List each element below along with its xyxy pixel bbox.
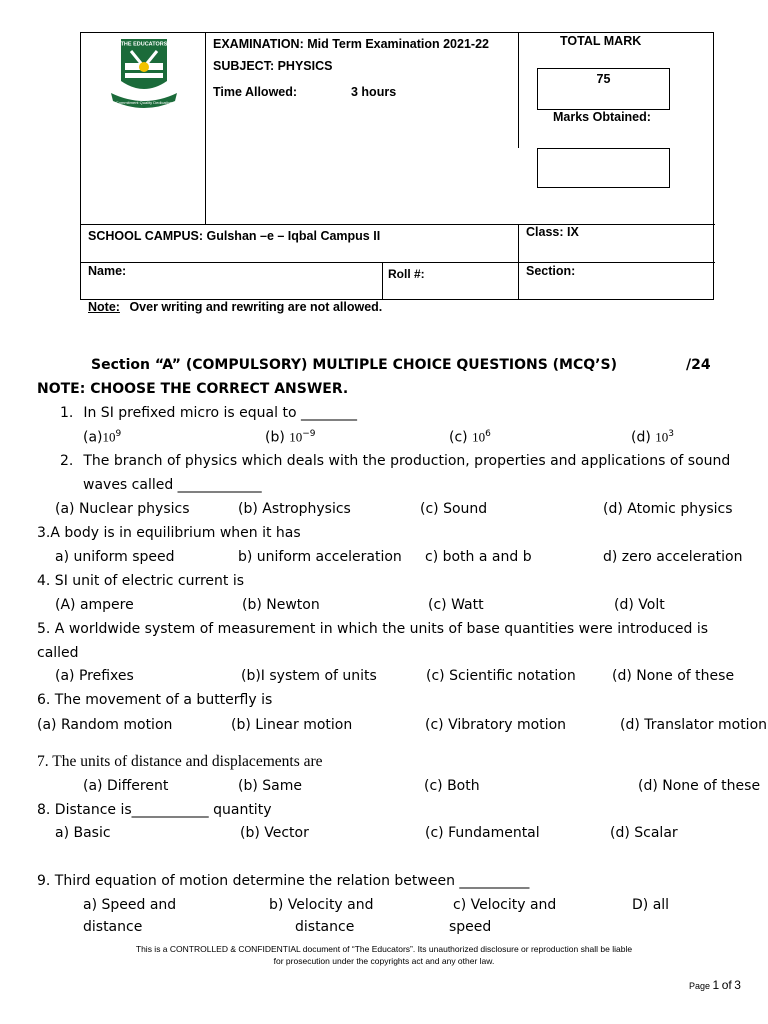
option-label: (b) <box>265 429 290 446</box>
q6-option-b[interactable]: (b) Linear motion <box>231 717 353 733</box>
q8-option-a[interactable]: a) Basic <box>55 825 111 841</box>
divider <box>81 262 715 263</box>
logo-text: THE EDUCATORS <box>120 41 168 48</box>
q6-option-c[interactable]: (c) Vibratory motion <box>425 717 567 733</box>
q8-option-d[interactable]: (d) Scalar <box>610 825 678 841</box>
question-1 <box>60 405 357 421</box>
q9-option-c[interactable] <box>449 897 557 935</box>
question-5: 5. A worldwide system of measurement in which the units of base quantities were introduced is <box>37 621 709 637</box>
question-5-continued: called <box>37 645 79 661</box>
option-line-1: c) Velocity and <box>453 897 557 913</box>
divider <box>382 262 383 300</box>
option-line-2: speed <box>449 919 492 935</box>
marks-obtained-label: Marks Obtained: <box>553 110 651 124</box>
divider <box>81 224 715 225</box>
q2-option-d[interactable]: (d) Atomic physics <box>603 501 733 517</box>
option-exponent: 3 <box>668 429 674 439</box>
q9-option-d[interactable]: D) all <box>632 897 670 913</box>
marks-obtained-box[interactable] <box>537 148 670 188</box>
question-2-continued: waves called ____________ <box>83 477 262 493</box>
option-exponent: −9 <box>302 429 316 439</box>
question-4: 4. SI unit of electric current is <box>37 573 245 589</box>
option-base: 10 <box>102 429 116 445</box>
note <box>88 300 382 314</box>
q3-option-c[interactable]: c) both a and b <box>425 549 532 565</box>
time-allowed-value: 3 hours <box>351 85 397 99</box>
q9-option-b[interactable] <box>269 897 374 935</box>
question-2 <box>60 453 730 469</box>
q5-option-a[interactable]: (a) Prefixes <box>55 668 134 684</box>
question-number: 1. <box>60 405 74 421</box>
confidentiality-footer-line-1: This is a CONTROLLED & CONFIDENTIAL document of “The Educators”. Its unauthorized disclosure or reproduction shall be liable <box>135 944 633 954</box>
question-8: 8. Distance is___________ quantity <box>37 802 272 818</box>
school-logo <box>107 37 181 113</box>
instruction: NOTE: CHOOSE THE CORRECT ANSWER. <box>37 381 349 397</box>
class-field: Class: IX <box>526 225 579 239</box>
divider <box>518 33 519 148</box>
option-line-2: distance <box>295 919 355 935</box>
option-base: 10 <box>655 429 669 445</box>
option-label: (d) <box>631 429 656 446</box>
q2-option-c[interactable]: (c) Sound <box>420 501 488 517</box>
question-6: 6. The movement of a butterfly is <box>37 692 273 708</box>
page-current: 1 <box>712 978 720 992</box>
q9-option-a[interactable] <box>83 897 176 935</box>
page-number <box>689 978 741 992</box>
q6-option-d[interactable]: (d) Translator motion <box>620 717 768 733</box>
q3-option-b[interactable]: b) uniform acceleration <box>238 549 402 565</box>
school-campus: SCHOOL CAMPUS: Gulshan –e – Iqbal Campus II <box>88 229 381 243</box>
q5-option-c[interactable]: (c) Scientific notation <box>426 668 576 684</box>
q4-option-b[interactable]: (b) Newton <box>242 597 320 613</box>
option-line-2: distance <box>83 919 143 935</box>
q4-option-c[interactable]: (c) Watt <box>428 597 484 613</box>
option-line-1: a) Speed and <box>83 897 177 913</box>
total-mark-box <box>537 68 670 110</box>
page-label: Page <box>689 981 711 991</box>
question-number: 2. <box>60 453 74 469</box>
q3-option-a[interactable]: a) uniform speed <box>55 549 175 565</box>
q2-option-b[interactable]: (b) Astrophysics <box>238 501 351 517</box>
page-total: 3 <box>734 978 741 992</box>
q1-option-b[interactable] <box>265 429 316 446</box>
option-exponent: 9 <box>115 429 122 439</box>
option-base: 10 <box>472 429 486 445</box>
question-7: 7. The units of distance and displacements are <box>37 753 323 770</box>
q1-option-a[interactable] <box>83 429 121 446</box>
q7-option-a[interactable]: (a) Different <box>83 778 169 794</box>
page-of: of <box>721 978 732 992</box>
q7-option-b[interactable]: (b) Same <box>238 778 302 794</box>
section-marks: /24 <box>686 357 711 373</box>
option-exponent: 6 <box>485 429 491 439</box>
examination-title: EXAMINATION: Mid Term Examination 2021-22 <box>213 37 489 51</box>
option-base: 10 <box>289 429 303 445</box>
option-label: (a) <box>83 429 103 446</box>
question-9: 9. Third equation of motion determine the relation between __________ <box>37 873 530 889</box>
section-field[interactable]: Section: <box>526 264 576 278</box>
question-text: The branch of physics which deals with the production, properties and applications of sound <box>83 453 731 469</box>
q6-option-a[interactable]: (a) Random motion <box>37 717 173 733</box>
note-text: Over writing and rewriting are not allowed. <box>129 300 383 314</box>
q5-option-d[interactable]: (d) None of these <box>612 668 735 684</box>
option-line-1: b) Velocity and <box>269 897 374 913</box>
q5-option-b[interactable]: (b)I system of units <box>241 668 377 684</box>
q7-option-c[interactable]: (c) Both <box>424 778 480 794</box>
subject: SUBJECT: PHYSICS <box>213 59 333 73</box>
logo-motto: Commitment Quality Dedication <box>115 100 173 105</box>
note-label: Note: <box>88 300 120 314</box>
option-label: (c) <box>449 429 473 446</box>
q4-option-a[interactable]: (A) ampere <box>55 597 134 613</box>
q8-option-c[interactable]: (c) Fundamental <box>425 825 540 841</box>
q1-option-d[interactable] <box>631 429 674 446</box>
question-text: In SI prefixed micro is equal to ________ <box>83 405 357 421</box>
total-mark-label: TOTAL MARK <box>560 34 642 48</box>
time-allowed-label: Time Allowed: <box>213 85 298 99</box>
q4-option-d[interactable]: (d) Volt <box>614 597 665 613</box>
confidentiality-footer-line-2: for prosecution under the copyrights act and any other law. <box>273 956 495 966</box>
name-field[interactable]: Name: <box>88 264 127 278</box>
q3-option-d[interactable]: d) zero acceleration <box>603 549 743 565</box>
q8-option-b[interactable]: (b) Vector <box>240 825 309 841</box>
question-3: 3.A body is in equilibrium when it has <box>37 525 301 541</box>
total-mark-value: 75 <box>596 72 611 86</box>
q1-option-c[interactable] <box>449 429 491 446</box>
section-title: Section “A” (COMPULSORY) MULTIPLE CHOICE QUESTIONS (MCQ’S) <box>91 357 617 373</box>
exam-header-table <box>80 32 714 300</box>
roll-number-field[interactable]: Roll #: <box>388 267 425 281</box>
divider <box>205 33 206 224</box>
q7-option-d[interactable]: (d) None of these <box>638 778 761 794</box>
q2-option-a[interactable]: (a) Nuclear physics <box>55 501 190 517</box>
